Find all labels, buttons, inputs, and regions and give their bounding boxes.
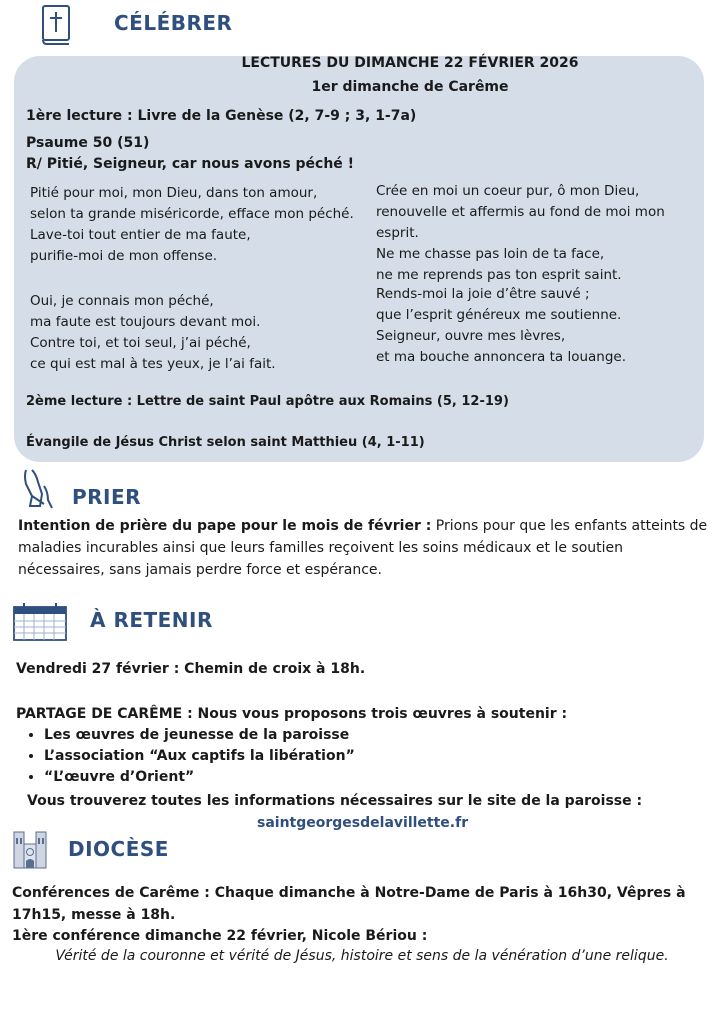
bible-icon	[40, 4, 74, 46]
calendar-icon	[12, 602, 68, 642]
section-title-celebrer: CÉLÉBRER	[114, 11, 233, 35]
psalm-stanza-1: Pitié pour moi, mon Dieu, dans ton amour, selon ta grande miséricorde, efface mon péché. Lave-toi tout entier de ma faute, purifie-moi de mon offense.	[30, 185, 354, 264]
way-of-cross: Vendredi 27 février : Chemin de croix à 18h.	[16, 661, 366, 677]
info-text: Vous trouverez toutes les informations nécessaires sur le site de la paroisse :	[27, 793, 643, 809]
first-reading: 1ère lecture : Livre de la Genèse (2, 7-9 ; 3, 1-7a)	[26, 108, 417, 124]
conference-theme: Vérité de la couronne et vérité de Jésus, histoire et sens de la vénération d’une relique.	[55, 948, 669, 964]
list-item: • Les œuvres de jeunesse de la paroisse	[44, 725, 355, 746]
second-reading: 2ème lecture : Lettre de saint Paul apôtre aux Romains (5, 12-19)	[26, 394, 509, 409]
gospel: Évangile de Jésus Christ selon saint Matthieu (4, 1-11)	[26, 435, 425, 450]
psalm-title: Psaume 50 (51)	[26, 135, 150, 151]
prayer-intention	[18, 515, 708, 581]
prayer-intention-label: Intention de prière du pape pour le mois de février :	[18, 518, 432, 534]
section-title-retenir: À RETENIR	[90, 608, 213, 632]
list-item: • “L’œuvre d’Orient”	[44, 767, 355, 788]
parish-website-link[interactable]: saintgeorgesdelavillette.fr	[257, 815, 469, 831]
prayer-intention-text: Prions pour que les enfants atteints de maladies incurables ainsi que leurs familles reçoivent les soins médicaux et le soutien nécessaires, sans jamais perdre force et espérance.	[18, 518, 708, 578]
psalm-refrain: R/ Pitié, Seigneur, car nous avons péché !	[26, 156, 355, 172]
readings-subheading: 1er dimanche de Carême	[311, 79, 509, 95]
praying-hands-icon	[18, 466, 58, 512]
section-title-prier: PRIER	[72, 485, 142, 509]
lent-sharing: PARTAGE DE CARÊME : Nous vous proposons trois œuvres à soutenir :	[16, 706, 568, 722]
readings-heading: LECTURES DU DIMANCHE 22 FÉVRIER 2026	[241, 55, 579, 71]
psalm-stanza-3: Crée en moi un coeur pur, ô mon Dieu, renouvelle et affermis au fond de moi mon esprit. Ne me chasse pas loin de ta face, ne me reprends pas ton esprit saint.	[376, 183, 665, 283]
lent-conferences: Conférences de Carême : Chaque dimanche à Notre-Dame de Paris à 16h30, Vêpres à 17h15, messe à 18h.	[12, 885, 686, 923]
charity-list	[20, 725, 355, 788]
psalm-stanza-2: Oui, je connais mon péché, ma faute est toujours devant moi. Contre toi, et toi seul, j’ai péché, ce qui est mal à tes yeux, je l’ai fait.	[30, 293, 276, 372]
first-conference: 1ère conférence dimanche 22 février, Nicole Bériou :	[12, 928, 428, 944]
cathedral-icon	[12, 824, 48, 870]
section-title-diocese: DIOCÈSE	[68, 837, 169, 861]
list-item: • L’association “Aux captifs la libération”	[44, 746, 355, 767]
psalm-stanza-4: Rends-moi la joie d’être sauvé ; que l’esprit généreux me soutienne. Seigneur, ouvre mes lèvres, et ma bouche annoncera ta louange.	[376, 286, 627, 365]
